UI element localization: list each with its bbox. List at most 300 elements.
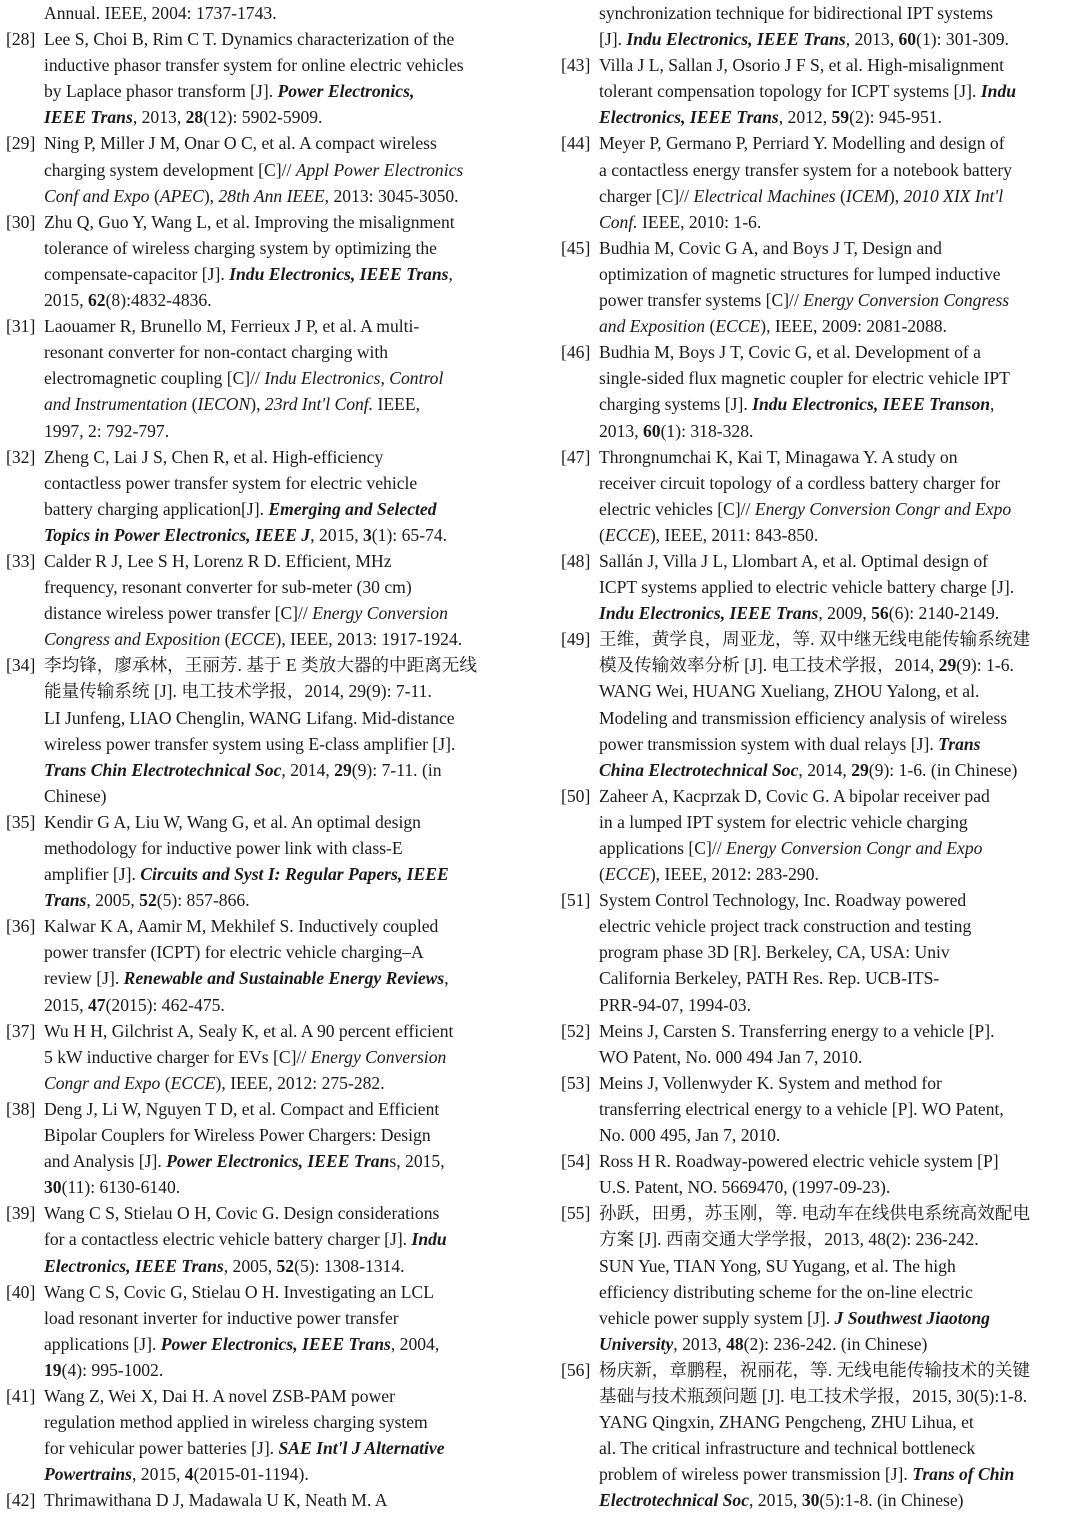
journal-title: Trans xyxy=(44,890,87,911)
reference-line xyxy=(44,522,526,548)
reference-line: PRR-94-07, 1994-03. xyxy=(599,994,751,1015)
reference-line: 李均锋，廖承林，王丽芳. 基于 E 类放大器的中距离无线 xyxy=(44,655,477,676)
reference-line xyxy=(599,1305,1077,1331)
reference-line xyxy=(44,1044,526,1070)
reference-line: 孙跃，田勇，苏玉刚，等. 电动车在线供电系统高效配电 xyxy=(599,1203,1031,1224)
volume-number: 56 xyxy=(871,603,889,624)
reference-line: Bipolar Couplers for Wireless Power Chargers: Design xyxy=(44,1125,431,1146)
reference-number: [39] xyxy=(6,1203,36,1224)
reference-line xyxy=(44,287,526,313)
reference-line xyxy=(44,104,526,130)
italic-text: Conf. xyxy=(599,211,638,232)
italic-text: and Exposition xyxy=(599,316,706,337)
text-run: , xyxy=(448,263,453,284)
text-run: , 2004, xyxy=(390,1333,440,1354)
journal-title: Indu xyxy=(411,1229,447,1250)
reference-line: Budhia M, Boys J T, Covic G, et al. Development of a xyxy=(599,342,981,363)
text-run: vehicle power supply system [J]. xyxy=(599,1307,835,1328)
text-run: (1): 65-74. xyxy=(371,524,448,545)
journal-title: Trans xyxy=(938,733,981,754)
reference-line: frequency, resonant converter for sub-meter (30 cm) xyxy=(44,577,412,598)
reference-line xyxy=(44,261,526,287)
reference-number: [42] xyxy=(6,1490,36,1511)
reference-line: LI Junfeng, LIAO Chenglin, WANG Lifang. Mid-distance xyxy=(44,707,455,728)
text-run: charging systems [J]. xyxy=(599,394,753,415)
journal-title: Electrotechnical Soc xyxy=(599,1490,750,1511)
italic-text: Congress and Exposition xyxy=(44,629,221,650)
reference-line: in a lumped IPT system for electric vehicle charging xyxy=(599,811,968,832)
reference-entry xyxy=(561,0,1077,52)
reference-line xyxy=(44,757,526,783)
reference-line xyxy=(599,835,1077,861)
reference-line xyxy=(44,1357,526,1383)
text-run: ( xyxy=(835,185,846,206)
reference-number: [49] xyxy=(561,629,591,650)
reference-line xyxy=(44,626,526,652)
journal-title: Emerging and Selected xyxy=(268,498,437,519)
text-run: charging system development [C]// xyxy=(44,159,296,180)
volume-number: 30 xyxy=(801,1490,820,1511)
reference-line: methodology for inductive power link with class-E xyxy=(44,838,403,858)
journal-title: IEEE Trans xyxy=(44,107,133,128)
volume-number: 29 xyxy=(938,655,957,676)
reference-line xyxy=(44,1174,526,1200)
text-run: ( xyxy=(599,864,605,885)
reference-line: Chinese) xyxy=(44,785,107,806)
reference-line: Ross H R. Roadway-powered electric vehicle system [P] xyxy=(599,1151,999,1172)
reference-line xyxy=(599,496,1077,522)
reference-line: resonant converter for non-contact charging with xyxy=(44,342,389,363)
volume-number: 29 xyxy=(334,759,352,780)
reference-number: [56] xyxy=(561,1359,591,1380)
text-run: (5): 1308-1314. xyxy=(294,1255,405,1276)
reference-line xyxy=(599,652,1077,678)
volume-number: 29 xyxy=(851,759,869,780)
italic-text: ECCE xyxy=(230,629,276,650)
italic-text: Energy Conversion Congr and Expo xyxy=(726,838,983,858)
reference-line: power transfer (ICPT) for electric vehicle charging–A xyxy=(44,942,424,963)
reference-entry xyxy=(561,1070,1077,1148)
journal-title: Renewable and Sustainable Energy Reviews xyxy=(123,968,445,989)
reference-line: YANG Qingxin, ZHANG Pengcheng, ZHU Lihua, et xyxy=(599,1412,974,1433)
journal-title: Power Electronics, IEEE Trans xyxy=(160,1333,391,1354)
reference-line: WANG Wei, HUANG Xueliang, ZHOU Yalong, et al. xyxy=(599,681,980,702)
reference-entry xyxy=(6,130,526,208)
journal-title: University xyxy=(599,1333,674,1354)
volume-number: 52 xyxy=(276,1255,295,1276)
reference-number: [53] xyxy=(561,1072,591,1093)
reference-line: al. The critical infrastructure and technical bottleneck xyxy=(599,1438,976,1459)
reference-entry xyxy=(6,444,526,548)
text-run: applications [J]. xyxy=(44,1333,161,1354)
italic-text: Electrical Machines xyxy=(693,185,836,206)
volume-number: 30 xyxy=(44,1177,62,1198)
reference-line xyxy=(44,861,526,887)
reference-line: receiver circuit topology of a cordless battery charger for xyxy=(599,472,1001,493)
text-run: (1): 318-328. xyxy=(660,420,754,441)
text-run: , 2005, xyxy=(86,890,140,911)
volume-number: 47 xyxy=(87,994,106,1015)
text-run: and Analysis [J]. xyxy=(44,1151,167,1172)
text-run: electromagnetic coupling [C]// xyxy=(44,368,265,389)
text-run: electric vehicles [C]// xyxy=(599,498,755,519)
reference-number: [45] xyxy=(561,237,591,258)
text-run: power transfer systems [C]// xyxy=(599,290,804,311)
text-run: , 2015, xyxy=(310,524,363,545)
text-run: , 2009, xyxy=(818,603,872,624)
reference-line: 王维，黄学良，周亚龙，等. 双中继无线电能传输系统建 xyxy=(599,629,1031,650)
reference-number: [51] xyxy=(561,890,591,911)
reference-line: a contactless energy transfer system for a notebook battery xyxy=(599,159,1012,180)
reference-entry xyxy=(6,313,526,443)
reference-entry xyxy=(561,548,1077,626)
text-run: (11): 6130-6140. xyxy=(61,1177,181,1198)
reference-entry xyxy=(6,809,526,913)
reference-line xyxy=(44,887,526,913)
text-run: ( xyxy=(187,394,198,415)
text-run: battery charging application[J]. xyxy=(44,498,269,519)
text-run: IEEE, 2010: 1-6. xyxy=(637,211,762,232)
reference-entry xyxy=(6,1487,526,1513)
reference-line xyxy=(599,757,1077,783)
italic-text: Appl Power Electronics xyxy=(295,159,464,180)
reference-line: Annual. IEEE, 2004: 1737-1743. xyxy=(44,3,277,23)
text-run: 模及传输效率分析 [J]. 电工技术学报，2014, xyxy=(599,655,939,676)
reference-line: wireless power transfer system using E-class amplifier [J]. xyxy=(44,733,456,754)
reference-line xyxy=(599,104,1077,130)
reference-entry xyxy=(6,209,526,313)
reference-line xyxy=(599,1461,1077,1487)
reference-number: [31] xyxy=(6,316,36,337)
reference-line xyxy=(44,965,526,991)
italic-text: 2010 XIX Int'l xyxy=(903,185,1004,206)
journal-title: Circuits and Syst I: Regular Papers, IEEE xyxy=(140,864,449,885)
text-run: ), IEEE, 2011: 843-850. xyxy=(649,524,819,545)
reference-number: [36] xyxy=(6,916,36,937)
reference-entry xyxy=(6,548,526,652)
reference-entry xyxy=(561,1357,1077,1514)
reference-number: [52] xyxy=(561,1020,591,1041)
reference-line: efficiency distributing scheme for the on-line electric xyxy=(599,1281,973,1302)
text-run: , 2012, xyxy=(778,107,832,128)
text-run: tolerant compensation topology for ICPT systems [J]. xyxy=(599,81,981,102)
reference-entry xyxy=(561,235,1077,339)
reference-line: WO Patent, No. 000 494 Jan 7, 2010. xyxy=(599,1046,863,1067)
text-run: , xyxy=(444,968,449,989)
text-run: (5):1-8. (in Chinese) xyxy=(819,1490,964,1511)
reference-line: Meyer P, Germano P, Perriard Y. Modelling and design of xyxy=(599,133,1005,154)
text-run: , 2005, xyxy=(223,1255,277,1276)
reference-line xyxy=(599,418,1077,444)
left-column xyxy=(6,0,526,1513)
reference-number: [34] xyxy=(6,655,36,676)
text-run: , 2014, xyxy=(281,759,335,780)
reference-line xyxy=(599,1331,1077,1357)
reference-line: synchronization technique for bidirectional IPT systems xyxy=(599,3,993,23)
reference-number: [33] xyxy=(6,550,36,571)
text-run: 2015, xyxy=(44,290,88,311)
reference-line: Kalwar K A, Aamir M, Mekhilef S. Inductively coupled xyxy=(44,916,439,937)
italic-text: Conf and Expo xyxy=(44,185,150,206)
journal-title: Indu Electronics, IEEE Trans xyxy=(626,29,846,50)
reference-line: Wang Z, Wei X, Dai H. A novel ZSB-PAM power xyxy=(44,1385,395,1406)
reference-line: Calder R J, Lee S H, Lorenz R D. Efficient, MHz xyxy=(44,550,392,571)
reference-line: Deng J, Li W, Nguyen T D, et al. Compact and Efficient xyxy=(44,1098,440,1119)
reference-line: System Control Technology, Inc. Roadway powered xyxy=(599,890,967,911)
reference-number: [41] xyxy=(6,1385,36,1406)
reference-line xyxy=(599,78,1077,104)
text-run: , 2014, xyxy=(798,759,852,780)
reference-line: load resonant inverter for inductive power transfer xyxy=(44,1307,399,1328)
reference-line: Wang C S, Stielau O H, Covic G. Design considerations xyxy=(44,1203,440,1224)
text-run: ( xyxy=(149,185,160,206)
reference-entry xyxy=(6,1383,526,1487)
reference-entry xyxy=(561,339,1077,443)
italic-text: 23rd Int'l Conf. xyxy=(264,394,374,415)
reference-number: [46] xyxy=(561,342,591,363)
reference-line: Modeling and transmission efficiency analysis of wireless xyxy=(599,707,1008,728)
volume-number: 52 xyxy=(139,890,157,911)
italic-text: Energy Conversion xyxy=(310,1046,447,1067)
reference-entry xyxy=(561,1018,1077,1070)
volume-number: 48 xyxy=(726,1333,744,1354)
volume-number: 60 xyxy=(642,420,661,441)
italic-text: IECON xyxy=(197,394,251,415)
text-run: (9): 1-6. xyxy=(956,655,1014,676)
reference-entry xyxy=(561,1148,1077,1200)
text-run: (8):4832-4836. xyxy=(105,290,212,311)
reference-number: [47] xyxy=(561,446,591,467)
reference-line: transferring electrical energy to a vehicle [P]. WO Patent, xyxy=(599,1098,1004,1119)
reference-entry xyxy=(561,1200,1077,1357)
reference-entry xyxy=(561,783,1077,887)
journal-title: Powertrains xyxy=(44,1464,132,1485)
reference-line: inductive phasor transfer system for online electric vehicles xyxy=(44,55,464,76)
journal-title: Topics in Power Electronics, IEEE J xyxy=(44,524,311,545)
reference-number: [40] xyxy=(6,1281,36,1302)
reference-line xyxy=(599,287,1077,313)
text-run: IEEE, xyxy=(373,394,421,415)
reference-line xyxy=(599,313,1077,339)
text-run: 5 kW inductive charger for EVs [C]// xyxy=(44,1046,311,1067)
reference-line: SUN Yue, TIAN Yong, SU Yugang, et al. The high xyxy=(599,1255,956,1276)
reference-number: [29] xyxy=(6,133,36,154)
journal-title: J Southwest Jiaotong xyxy=(834,1307,990,1328)
text-run: (1): 301-309. xyxy=(916,29,1009,50)
reference-line: ICPT systems applied to electric vehicle battery charge [J]. xyxy=(599,577,1015,598)
reference-line xyxy=(44,183,526,209)
italic-text: APEC xyxy=(159,185,204,206)
volume-number: 19 xyxy=(44,1359,62,1380)
text-run: review [J]. xyxy=(44,968,124,989)
text-run: [J]. xyxy=(599,29,627,50)
reference-line xyxy=(44,496,526,522)
text-run: (9): 1-6. (in Chinese) xyxy=(868,759,1018,780)
reference-number: [48] xyxy=(561,550,591,571)
reference-line xyxy=(44,600,526,626)
text-run: ), IEEE, 2009: 2081-2088. xyxy=(760,316,947,337)
text-run: for vehicular power batteries [J]. xyxy=(44,1438,279,1459)
reference-number: [28] xyxy=(6,29,36,50)
text-run: charger [C]// xyxy=(599,185,694,206)
reference-line xyxy=(44,391,526,417)
reference-line: optimization of magnetic structures for lumped inductive xyxy=(599,263,1001,284)
italic-text: ECCE xyxy=(715,316,761,337)
italic-text: Energy Conversion Congress xyxy=(803,290,1010,311)
reference-line: Sallán J, Villa J L, Llombart A, et al. Optimal design of xyxy=(599,550,989,571)
reference-entry xyxy=(561,626,1077,783)
reference-entry xyxy=(6,1018,526,1096)
text-run: 2013, xyxy=(599,420,643,441)
text-run: 2015, xyxy=(44,994,88,1015)
text-run: by Laplace phasor transform [J]. xyxy=(44,81,278,102)
reference-line xyxy=(44,78,526,104)
reference-line xyxy=(599,522,1077,548)
reference-line xyxy=(44,1226,526,1252)
reference-number: [43] xyxy=(561,55,591,76)
text-run: ), IEEE, 2012: 283-290. xyxy=(649,864,819,885)
text-run: problem of wireless power transmission [J]. xyxy=(599,1464,913,1485)
reference-line: Laouamer R, Brunello M, Ferrieux J P, et al. A multi- xyxy=(44,316,420,337)
reference-line xyxy=(44,1461,526,1487)
reference-line: Zaheer A, Kacprzak D, Covic G. A bipolar receiver pad xyxy=(599,785,990,806)
reference-line: Thrimawithana D J, Madawala U K, Neath M. A xyxy=(44,1490,388,1511)
journal-title: Indu xyxy=(980,81,1017,102)
reference-line: Lee S, Choi B, Rim C T. Dynamics characterization of the xyxy=(44,29,455,50)
reference-line: Budhia M, Covic G A, and Boys J T, Design and xyxy=(599,237,942,258)
reference-line: Wang C S, Covic G, Stielau O H. Investigating an LCL xyxy=(44,1281,434,1302)
reference-line: contactless power transfer system for electric vehicle xyxy=(44,472,418,493)
text-run: ), xyxy=(888,185,904,206)
volume-number: 28 xyxy=(185,107,204,128)
reference-line: regulation method applied in wireless charging system xyxy=(44,1412,428,1433)
text-run: ( xyxy=(599,524,605,545)
journal-title: Trans Chin Electrotechnical Soc xyxy=(44,759,282,780)
italic-text: ICEM xyxy=(845,185,889,206)
reference-number: [30] xyxy=(6,211,36,232)
text-run: , 2015, xyxy=(749,1490,802,1511)
reference-entry xyxy=(6,1096,526,1200)
journal-title: Indu Electronics, IEEE Trans xyxy=(229,263,449,284)
text-run: amplifier [J]. xyxy=(44,864,141,885)
italic-text: 28th Ann IEEE xyxy=(218,185,325,206)
text-run: for a contactless electric vehicle battery charger [J]. xyxy=(44,1229,412,1250)
text-run: , xyxy=(990,394,995,415)
text-run: , 2013: 3045-3050. xyxy=(324,185,459,206)
text-run: power transmission system with dual relays [J]. xyxy=(599,733,939,754)
reference-line: Zheng C, Lai J S, Chen R, et al. High-efficiency xyxy=(44,446,384,467)
italic-text: and Instrumentation xyxy=(44,394,188,415)
reference-entry xyxy=(561,887,1077,1017)
volume-number: 62 xyxy=(87,290,106,311)
reference-line: Wu H H, Gilchrist A, Sealy K, et al. A 90 percent efficient xyxy=(44,1020,454,1041)
text-run: (4): 995-1002. xyxy=(61,1359,164,1380)
reference-line: Meins J, Carsten S. Transferring energy to a vehicle [P]. xyxy=(599,1020,995,1041)
journal-title: Power Electronics, IEEE Tran xyxy=(166,1151,390,1172)
journal-title: Trans of Chin xyxy=(912,1464,1015,1485)
reference-line xyxy=(44,992,526,1018)
text-run: (2): 236-242. (in Chinese) xyxy=(743,1333,928,1354)
reference-line xyxy=(599,26,1077,52)
volume-number: 3 xyxy=(363,524,372,545)
italic-text: Congr and Expo xyxy=(44,1072,161,1093)
journal-title: Indu Electronics, IEEE Transon xyxy=(752,394,991,415)
reference-line xyxy=(599,1487,1077,1513)
volume-number: 60 xyxy=(898,29,917,50)
reference-line: U.S. Patent, NO. 5669470, (1997-09-23). xyxy=(599,1177,891,1198)
reference-line xyxy=(44,1253,526,1279)
italic-text: Indu Electronics, Control xyxy=(264,368,444,389)
reference-line xyxy=(44,1331,526,1357)
text-run: applications [C]// xyxy=(599,838,727,858)
reference-line xyxy=(44,1148,526,1174)
reference-line: Meins J, Vollenwyder K. System and method for xyxy=(599,1072,942,1093)
reference-line: electric vehicle project track construction and testing xyxy=(599,916,972,937)
reference-line xyxy=(44,1435,526,1461)
reference-entry xyxy=(6,1279,526,1383)
italic-text: Energy Conversion Congr and Expo xyxy=(754,498,1012,519)
reference-entry xyxy=(6,26,526,130)
journal-title: Indu Electronics, IEEE Trans xyxy=(599,603,819,624)
reference-line xyxy=(44,1070,526,1096)
text-run: ), xyxy=(203,185,219,206)
reference-entry xyxy=(561,130,1077,234)
reference-line xyxy=(44,365,526,391)
text-run: , 2013, xyxy=(132,107,186,128)
reference-number: [55] xyxy=(561,1203,591,1224)
reference-line xyxy=(599,731,1077,757)
text-run: (2015-01-1194). xyxy=(193,1464,309,1485)
reference-line: Ning P, Miller J M, Onar O C, et al. A compact wireless xyxy=(44,133,437,154)
journal-title: SAE Int'l J Alternative xyxy=(278,1438,445,1459)
volume-number: 59 xyxy=(831,107,850,128)
reference-entry xyxy=(6,913,526,1017)
reference-entry xyxy=(6,652,526,809)
volume-number: 4 xyxy=(184,1464,194,1485)
journal-title: Power Electronics, xyxy=(277,81,415,102)
reference-line: 方案 [J]. 西南交通大学学报，2013, 48(2): 236-242. xyxy=(599,1229,979,1250)
reference-line: 能量传输系统 [J]. 电工技术学报，2014, 29(9): 7-11. xyxy=(44,681,432,702)
reference-line: Villa J L, Sallan J, Osorio J F S, et al. High-misalignment xyxy=(599,55,1005,76)
reference-line: Zhu Q, Guo Y, Wang L, et al. Improving the misalignment xyxy=(44,211,455,232)
reference-line xyxy=(599,183,1077,209)
reference-number: [54] xyxy=(561,1151,591,1172)
italic-text: ECCE xyxy=(604,864,650,885)
reference-entry xyxy=(6,1200,526,1278)
text-run: distance wireless power transfer [C]// xyxy=(44,603,313,624)
reference-entry xyxy=(561,444,1077,548)
text-run: ( xyxy=(705,316,716,337)
italic-text: Energy Conversion xyxy=(312,603,448,624)
text-run: compensate-capacitor [J]. xyxy=(44,263,230,284)
text-run: (5): 857-866. xyxy=(156,890,250,911)
reference-line: 1997, 2: 792-797. xyxy=(44,420,170,441)
reference-number: [44] xyxy=(561,133,591,154)
reference-entry xyxy=(561,52,1077,130)
text-run: ), IEEE, 2012: 275-282. xyxy=(215,1072,385,1093)
text-run: , 2015, xyxy=(132,1464,185,1485)
text-run: ( xyxy=(220,629,231,650)
reference-number: [50] xyxy=(561,785,591,806)
reference-number: [32] xyxy=(6,446,36,467)
reference-line: 基础与技术瓶颈问题 [J]. 电工技术学报，2015, 30(5):1-8. xyxy=(599,1385,1028,1406)
reference-line: California Berkeley, PATH Res. Rep. UCB-ITS- xyxy=(599,968,940,989)
reference-line: Kendir G A, Liu W, Wang G, et al. An optimal design xyxy=(44,811,421,832)
text-run: (9): 7-11. (in xyxy=(351,759,442,780)
reference-line: program phase 3D [R]. Berkeley, CA, USA: Univ xyxy=(599,942,950,963)
reference-number: [35] xyxy=(6,811,36,832)
journal-title: Electronics, IEEE Trans xyxy=(44,1255,224,1276)
